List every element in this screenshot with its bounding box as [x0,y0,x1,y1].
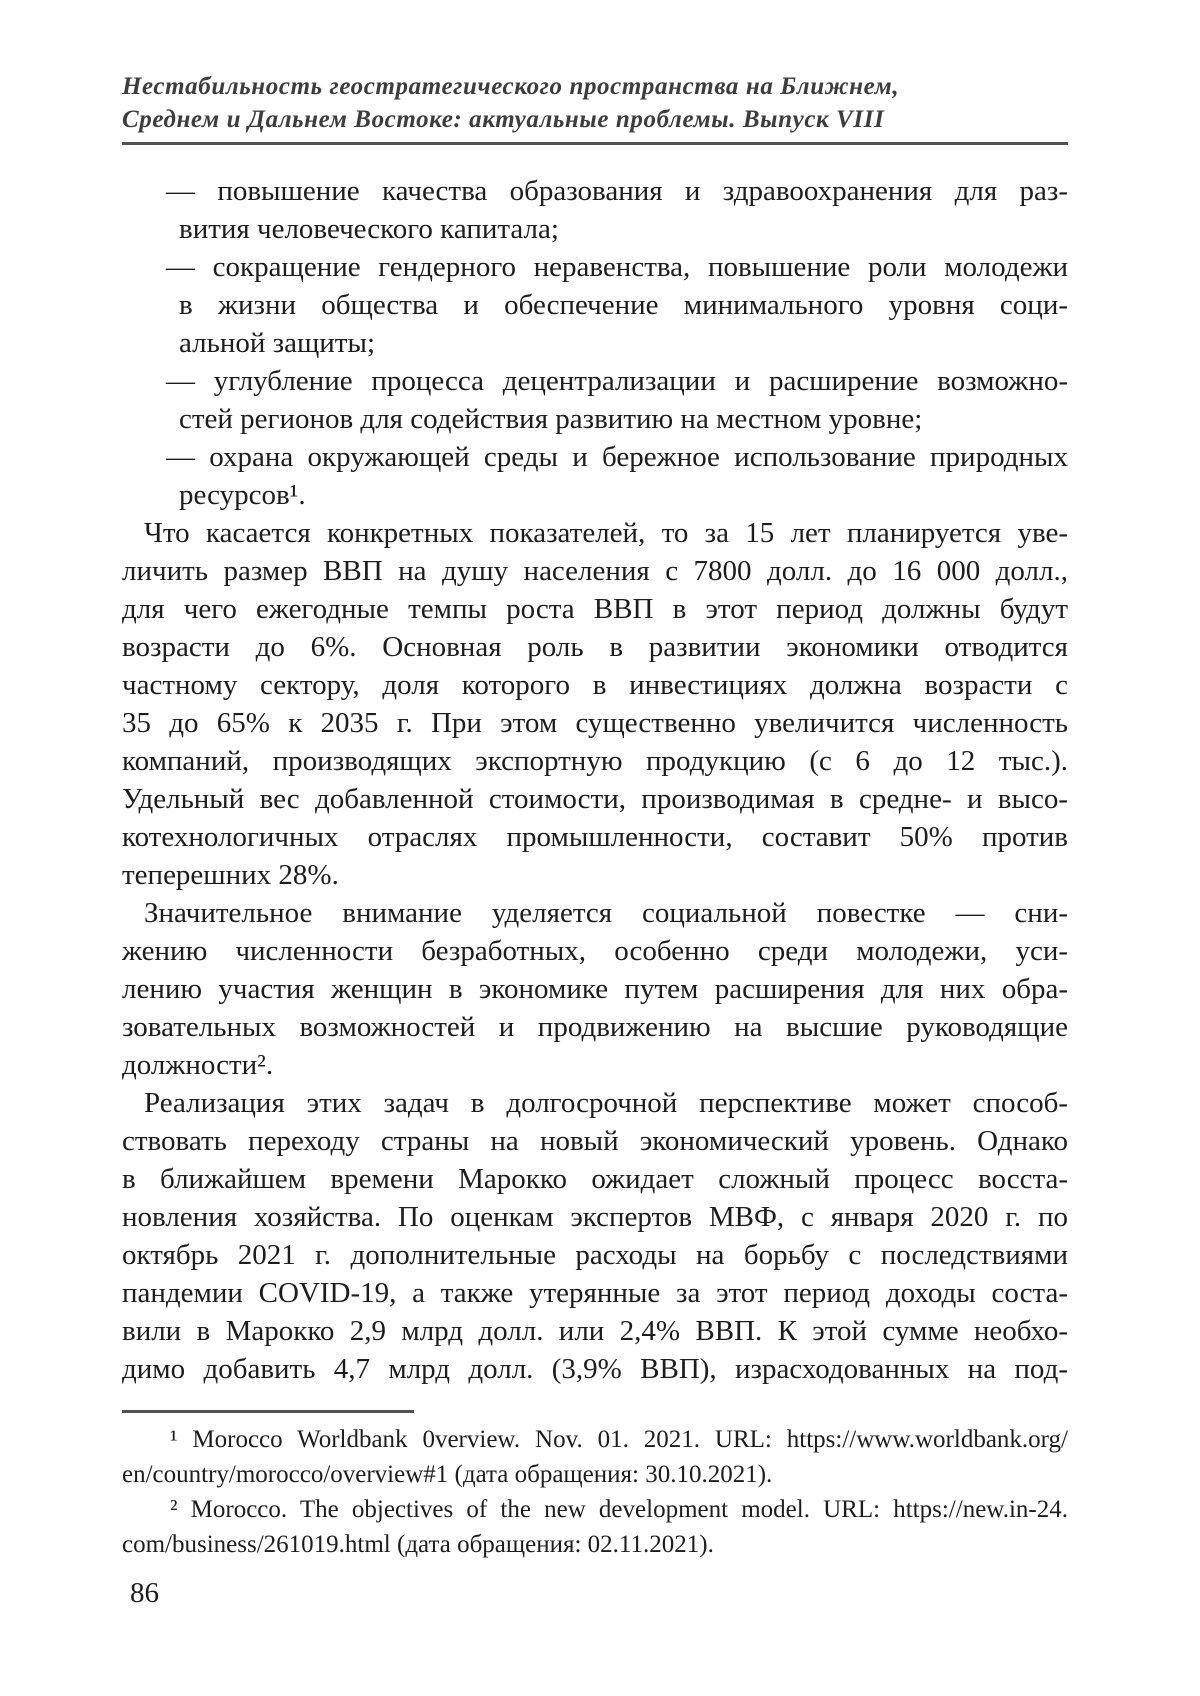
paragraph-line: жению численности безработных, особенно среди молодежи, уси- [122,935,1068,967]
bullet-line: ресурсов¹. [179,479,306,511]
bullet-line: вития человеческого капитала; [179,213,559,245]
paragraph-line: пандемии COVID-19, а также утерянные за этот период доходы соста- [122,1277,1068,1309]
bullet-line: в жизни общества и обеспечение минимального уровня соци- [179,289,1068,321]
paragraph-line: вили в Марокко 2,9 млрд долл. или 2,4% ВВП. К этой сумме необхо- [122,1315,1068,1347]
paragraph-line: зовательных возможностей и продвижению на высшие руководящие [122,1011,1068,1043]
paragraph-line: Удельный вес добавленной стоимости, производимая в средне- и высо- [122,783,1068,815]
paragraph-line: должности². [122,1049,274,1081]
paragraph-line: лению участия женщин в экономике путем расширения для них обра- [122,973,1068,1005]
paragraph-line: котехнологичных отраслях промышленности, составит 50% против [122,821,1068,853]
header-rule [122,142,1068,145]
paragraph-line: 35 до 65% к 2035 г. При этом существенно увеличится численность [122,707,1068,739]
bullet-line: — сокращение гендерного неравенства, повышение роли молодежи [166,251,1068,283]
paragraph-line: теперешних 28%. [122,859,339,891]
footnote-line: ² Morocco. The objectives of the new development model. URL: https://new.in-24. [170,1496,1068,1523]
paragraph-line: Реализация этих задач в долгосрочной перспективе может способ- [144,1087,1068,1119]
page-body [122,172,1068,1388]
footnotes-section [122,1410,1068,1562]
footnote-separator [122,1410,414,1413]
paragraph-line: Значительное внимание уделяется социальной повестке — сни- [144,897,1068,929]
bullet-line: стей регионов для содействия развитию на местном уровне; [179,403,923,435]
running-header-line-1: Нестабильность геостратегического пространства на Ближнем, [122,73,900,100]
bullet-line: — повышение качества образования и здравоохранения для раз- [166,175,1068,207]
footnote-line: en/country/morocco/overview#1 (дата обращения: 30.10.2021). [122,1461,773,1488]
running-header-line-2: Среднем и Дальнем Востоке: актуальные проблемы. Выпуск VIII [122,106,885,133]
paragraph-line: ствовать переходу страны на новый экономический уровень. Однако [122,1125,1068,1157]
paragraph-line: компаний, производящих экспортную продукцию (с 6 до 12 тыс.). [122,745,1068,777]
running-header [122,70,1068,145]
paragraph-line: для чего ежегодные темпы роста ВВП в этот период должны будут [122,593,1068,625]
paragraph-line: димо добавить 4,7 млрд долл. (3,9% ВВП), израсходованных на под- [122,1353,1068,1385]
paragraph-line: личить размер ВВП на душу населения с 7800 долл. до 16 000 долл., [122,555,1068,587]
paragraph-line: Что касается конкретных показателей, то за 15 лет планируется уве- [144,517,1068,549]
footnote-line: com/business/261019.html (дата обращения: 02.11.2021). [122,1531,714,1558]
bullet-line: — углубление процесса децентрализации и расширение возможно- [166,365,1068,397]
bullet-line: — охрана окружающей среды и бережное использование природных [166,441,1068,473]
paragraph-line: возрасти до 6%. Основная роль в развитии экономики отводится [122,631,1068,663]
bullet-line: альной защиты; [179,327,376,359]
paragraph-line: частному сектору, доля которого в инвестициях должна возрасти с [122,669,1068,701]
paragraph-line: новления хозяйства. По оценкам экспертов МВФ, с января 2020 г. по [122,1201,1068,1233]
paragraph-line: октябрь 2021 г. дополнительные расходы на борьбу с последствиями [122,1239,1068,1271]
paragraph-line: в ближайшем времени Марокко ожидает сложный процесс восста- [122,1163,1068,1195]
page-number: 86 [130,1577,159,1609]
footnote-line: ¹ Morocco Worldbank 0verview. Nov. 01. 2021. URL: https://www.worldbank.org/ [170,1426,1068,1453]
